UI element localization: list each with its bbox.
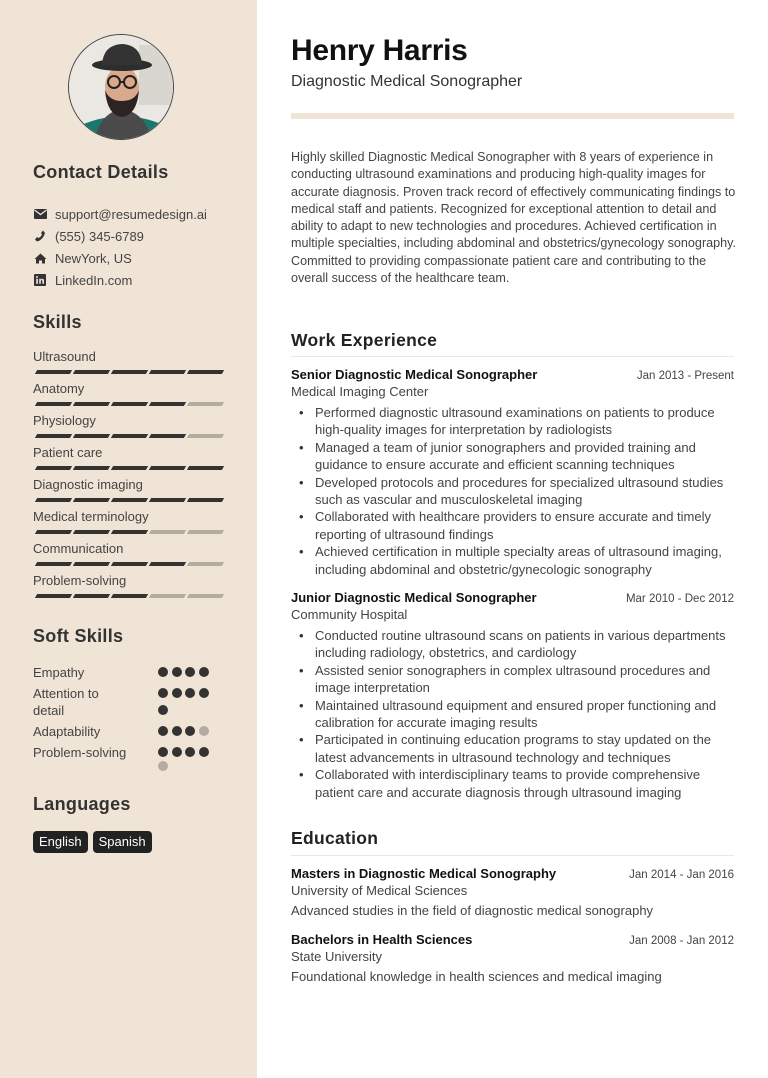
rating-dot-filled: [185, 688, 195, 698]
skill-level-meter: [33, 498, 225, 502]
profile-photo-icon: [69, 35, 174, 140]
contact-location-text: NewYork, US: [55, 250, 132, 266]
rating-dot-filled: [172, 747, 182, 757]
header-divider: [291, 113, 734, 119]
education-entry: [291, 866, 734, 918]
skill-bar-filled: [73, 434, 110, 438]
skill-level-meter: [33, 370, 225, 374]
skill-name: Communication: [33, 541, 124, 556]
skill-bar-empty: [149, 594, 186, 598]
skill-bar-filled: [35, 594, 72, 598]
skill-item: [33, 380, 225, 412]
rating-dot-filled: [158, 705, 168, 715]
skill-bar-empty: [187, 434, 224, 438]
skill-level-meter: [33, 402, 225, 406]
soft-skill-item: [33, 664, 233, 681]
skill-bar-filled: [187, 498, 224, 502]
skill-bar-filled: [111, 562, 148, 566]
skill-bar-filled: [73, 370, 110, 374]
soft-skill-name: Problem-solving: [33, 745, 127, 760]
contact-email[interactable]: [33, 203, 207, 225]
rating-dot-filled: [158, 667, 168, 677]
work-entry: [291, 590, 734, 801]
job-bullet: • Participated in continuing education programs to stay updated on the latest advancements in ultrasound technology and techniques: [291, 731, 734, 766]
skill-bar-empty: [187, 402, 224, 406]
skill-bar-empty: [187, 562, 224, 566]
skill-level-meter: [33, 434, 225, 438]
soft-skill-item: [33, 723, 233, 740]
soft-skills-list: [33, 664, 233, 775]
skill-level-meter: [33, 466, 225, 470]
rating-dot-filled: [172, 688, 182, 698]
soft-skill-name: Attention to detail: [33, 686, 99, 718]
skill-bar-filled: [111, 434, 148, 438]
contact-phone[interactable]: [33, 225, 207, 247]
rating-dot-filled: [199, 667, 209, 677]
skill-item: [33, 476, 225, 508]
work-experience-divider: [291, 356, 734, 357]
skill-name: Physiology: [33, 413, 96, 428]
skill-item: [33, 348, 225, 380]
contact-location: [33, 247, 207, 269]
degree-dates: Jan 2014 - Jan 2016: [629, 869, 734, 881]
rating-dot-empty: [199, 726, 209, 736]
degree-title: Bachelors in Health Sciences: [291, 932, 473, 947]
soft-skill-name: Empathy: [33, 665, 85, 680]
rating-dot-filled: [172, 667, 182, 677]
skill-bar-filled: [35, 402, 72, 406]
skill-name: Ultrasound: [33, 349, 96, 364]
degree-description: Foundational knowledge in health sciences and medical imaging: [291, 969, 662, 984]
rating-dot-empty: [158, 761, 168, 771]
skills-list: [33, 348, 225, 604]
contact-phone-text: (555) 345-6789: [55, 228, 144, 244]
rating-dot-filled: [158, 726, 168, 736]
education-heading: Education: [291, 828, 379, 848]
skill-bar-filled: [73, 466, 110, 470]
soft-skill-item: [33, 685, 233, 719]
summary-paragraph: Highly skilled Diagnostic Medical Sonographer with 8 years of experience in conducting ultrasound examinations and producing high-quality images for accurate diagnosis. Proven track record of effectively communicating findings to medical staff and patients. Recognized for exceptional attention to detail and ability to adapt to new technologies and procedures. Achieved certification in multiple specialties, including abdominal and obstetrics/gynecology sonography. Committed to providing compassionate patient care and contributing to the overall success of the healthcare team.: [291, 150, 737, 286]
job-bullet: • Achieved certification in multiple specialty areas of ultrasound imaging, including abdominal and obstetric/gynecologic sonography: [291, 543, 734, 578]
skill-item: [33, 572, 225, 604]
skill-bar-filled: [35, 530, 72, 534]
skill-bar-filled: [149, 466, 186, 470]
home-icon: [33, 251, 47, 265]
rating-dot-filled: [185, 667, 195, 677]
job-company: Community Hospital: [291, 607, 408, 622]
degree-title: Masters in Diagnostic Medical Sonography: [291, 866, 557, 881]
skill-bar-filled: [149, 562, 186, 566]
candidate-name: Henry Harris: [291, 34, 468, 67]
skill-bar-filled: [111, 370, 148, 374]
job-bullet: • Conducted routine ultrasound scans on patients in various departments including radiology, obstetrics, and cardiology: [291, 627, 734, 662]
skill-bar-filled: [149, 498, 186, 502]
sidebar: [0, 0, 257, 1078]
job-bullet: • Performed diagnostic ultrasound examinations on patients to produce high-quality images for interpretation by radiologists: [291, 404, 734, 439]
skill-bar-filled: [111, 498, 148, 502]
job-bullet: • Collaborated with interdisciplinary teams to provide comprehensive patient care and accurate diagnosis through ultrasound imaging: [291, 766, 734, 801]
skill-bar-filled: [149, 434, 186, 438]
soft-skill-rating: [158, 664, 214, 681]
skill-bar-filled: [35, 562, 72, 566]
envelope-icon: [33, 207, 47, 221]
skill-level-meter: [33, 594, 225, 598]
skill-bar-filled: [73, 402, 110, 406]
skill-bar-filled: [73, 562, 110, 566]
job-company: Medical Imaging Center: [291, 384, 429, 399]
skill-bar-filled: [187, 466, 224, 470]
job-bullet: • Collaborated with healthcare providers to ensure accurate and timely reporting of ultrasound findings: [291, 508, 734, 543]
contact-linkedin-text: LinkedIn.com: [55, 272, 133, 288]
skill-name: Problem-solving: [33, 573, 127, 588]
skill-bar-filled: [111, 594, 148, 598]
soft-skill-rating: [158, 744, 214, 771]
soft-skill-item: [33, 744, 233, 771]
job-bullet: • Assisted senior sonographers in complex ultrasound procedures and image interpretation: [291, 662, 734, 697]
skill-name: Diagnostic imaging: [33, 477, 143, 492]
work-entry: [291, 367, 734, 578]
contact-heading: Contact Details: [33, 162, 169, 182]
skill-bar-filled: [35, 498, 72, 502]
skills-heading: Skills: [33, 312, 82, 332]
skill-name: Medical terminology: [33, 509, 149, 524]
soft-skills-heading: Soft Skills: [33, 626, 124, 646]
skill-bar-filled: [111, 466, 148, 470]
contact-linkedin[interactable]: [33, 269, 207, 291]
skill-level-meter: [33, 530, 225, 534]
languages-list: [33, 831, 152, 853]
languages-heading: Languages: [33, 794, 131, 814]
linkedin-icon: [33, 273, 47, 287]
contact-email-text: support@resumedesign.ai: [55, 206, 207, 222]
rating-dot-filled: [158, 688, 168, 698]
skill-level-meter: [33, 562, 225, 566]
skill-bar-filled: [111, 402, 148, 406]
skill-bar-filled: [73, 498, 110, 502]
job-title: Junior Diagnostic Medical Sonographer: [291, 590, 537, 605]
degree-description: Advanced studies in the field of diagnostic medical sonography: [291, 903, 654, 918]
rating-dot-filled: [185, 726, 195, 736]
soft-skill-rating: [158, 723, 214, 740]
skill-bar-filled: [187, 370, 224, 374]
job-bullets: [291, 404, 734, 578]
avatar: [68, 34, 174, 140]
skill-bar-filled: [73, 594, 110, 598]
school-name: State University: [291, 949, 383, 964]
rating-dot-filled: [199, 688, 209, 698]
soft-skill-rating: [158, 685, 214, 719]
skill-item: [33, 508, 225, 540]
job-bullet: • Managed a team of junior sonographers and provided training and guidance to ensure accurate and efficient scanning techniques: [291, 439, 734, 474]
job-bullets: [291, 627, 734, 801]
skill-bar-filled: [111, 530, 148, 534]
work-experience-heading: Work Experience: [291, 330, 438, 350]
language-badge: Spanish: [93, 831, 152, 853]
job-dates: Mar 2010 - Dec 2012: [625, 593, 734, 605]
job-bullet: • Maintained ultrasound equipment and ensured proper functioning and calibration for accurate imaging results: [291, 697, 734, 732]
education-divider: [291, 855, 734, 856]
skill-item: [33, 540, 225, 572]
skill-item: [33, 412, 225, 444]
job-dates: Jan 2013 - Present: [636, 370, 734, 382]
phone-icon: [33, 229, 47, 243]
soft-skill-name: Adaptability: [33, 724, 101, 739]
school-name: University of Medical Sciences: [291, 883, 468, 898]
job-title: Senior Diagnostic Medical Sonographer: [291, 367, 538, 382]
skill-bar-empty: [187, 594, 224, 598]
skill-bar-filled: [149, 370, 186, 374]
job-bullet: • Developed protocols and procedures for specialized ultrasound studies such as vascular and musculoskeletal imaging: [291, 474, 734, 509]
skill-bar-filled: [149, 402, 186, 406]
rating-dot-filled: [158, 747, 168, 757]
skill-item: [33, 444, 225, 476]
rating-dot-filled: [199, 747, 209, 757]
degree-dates: Jan 2008 - Jan 2012: [629, 935, 734, 947]
contact-list: [33, 203, 207, 291]
rating-dot-filled: [185, 747, 195, 757]
skill-name: Patient care: [33, 445, 103, 460]
education-entry: [291, 932, 734, 984]
language-badge: English: [33, 831, 88, 853]
rating-dot-filled: [172, 726, 182, 736]
skill-bar-empty: [149, 530, 186, 534]
candidate-title: Diagnostic Medical Sonographer: [291, 73, 523, 90]
skill-bar-empty: [187, 530, 224, 534]
skill-bar-filled: [35, 370, 72, 374]
skill-name: Anatomy: [33, 381, 85, 396]
skill-bar-filled: [35, 466, 72, 470]
skill-bar-filled: [35, 434, 72, 438]
skill-bar-filled: [73, 530, 110, 534]
